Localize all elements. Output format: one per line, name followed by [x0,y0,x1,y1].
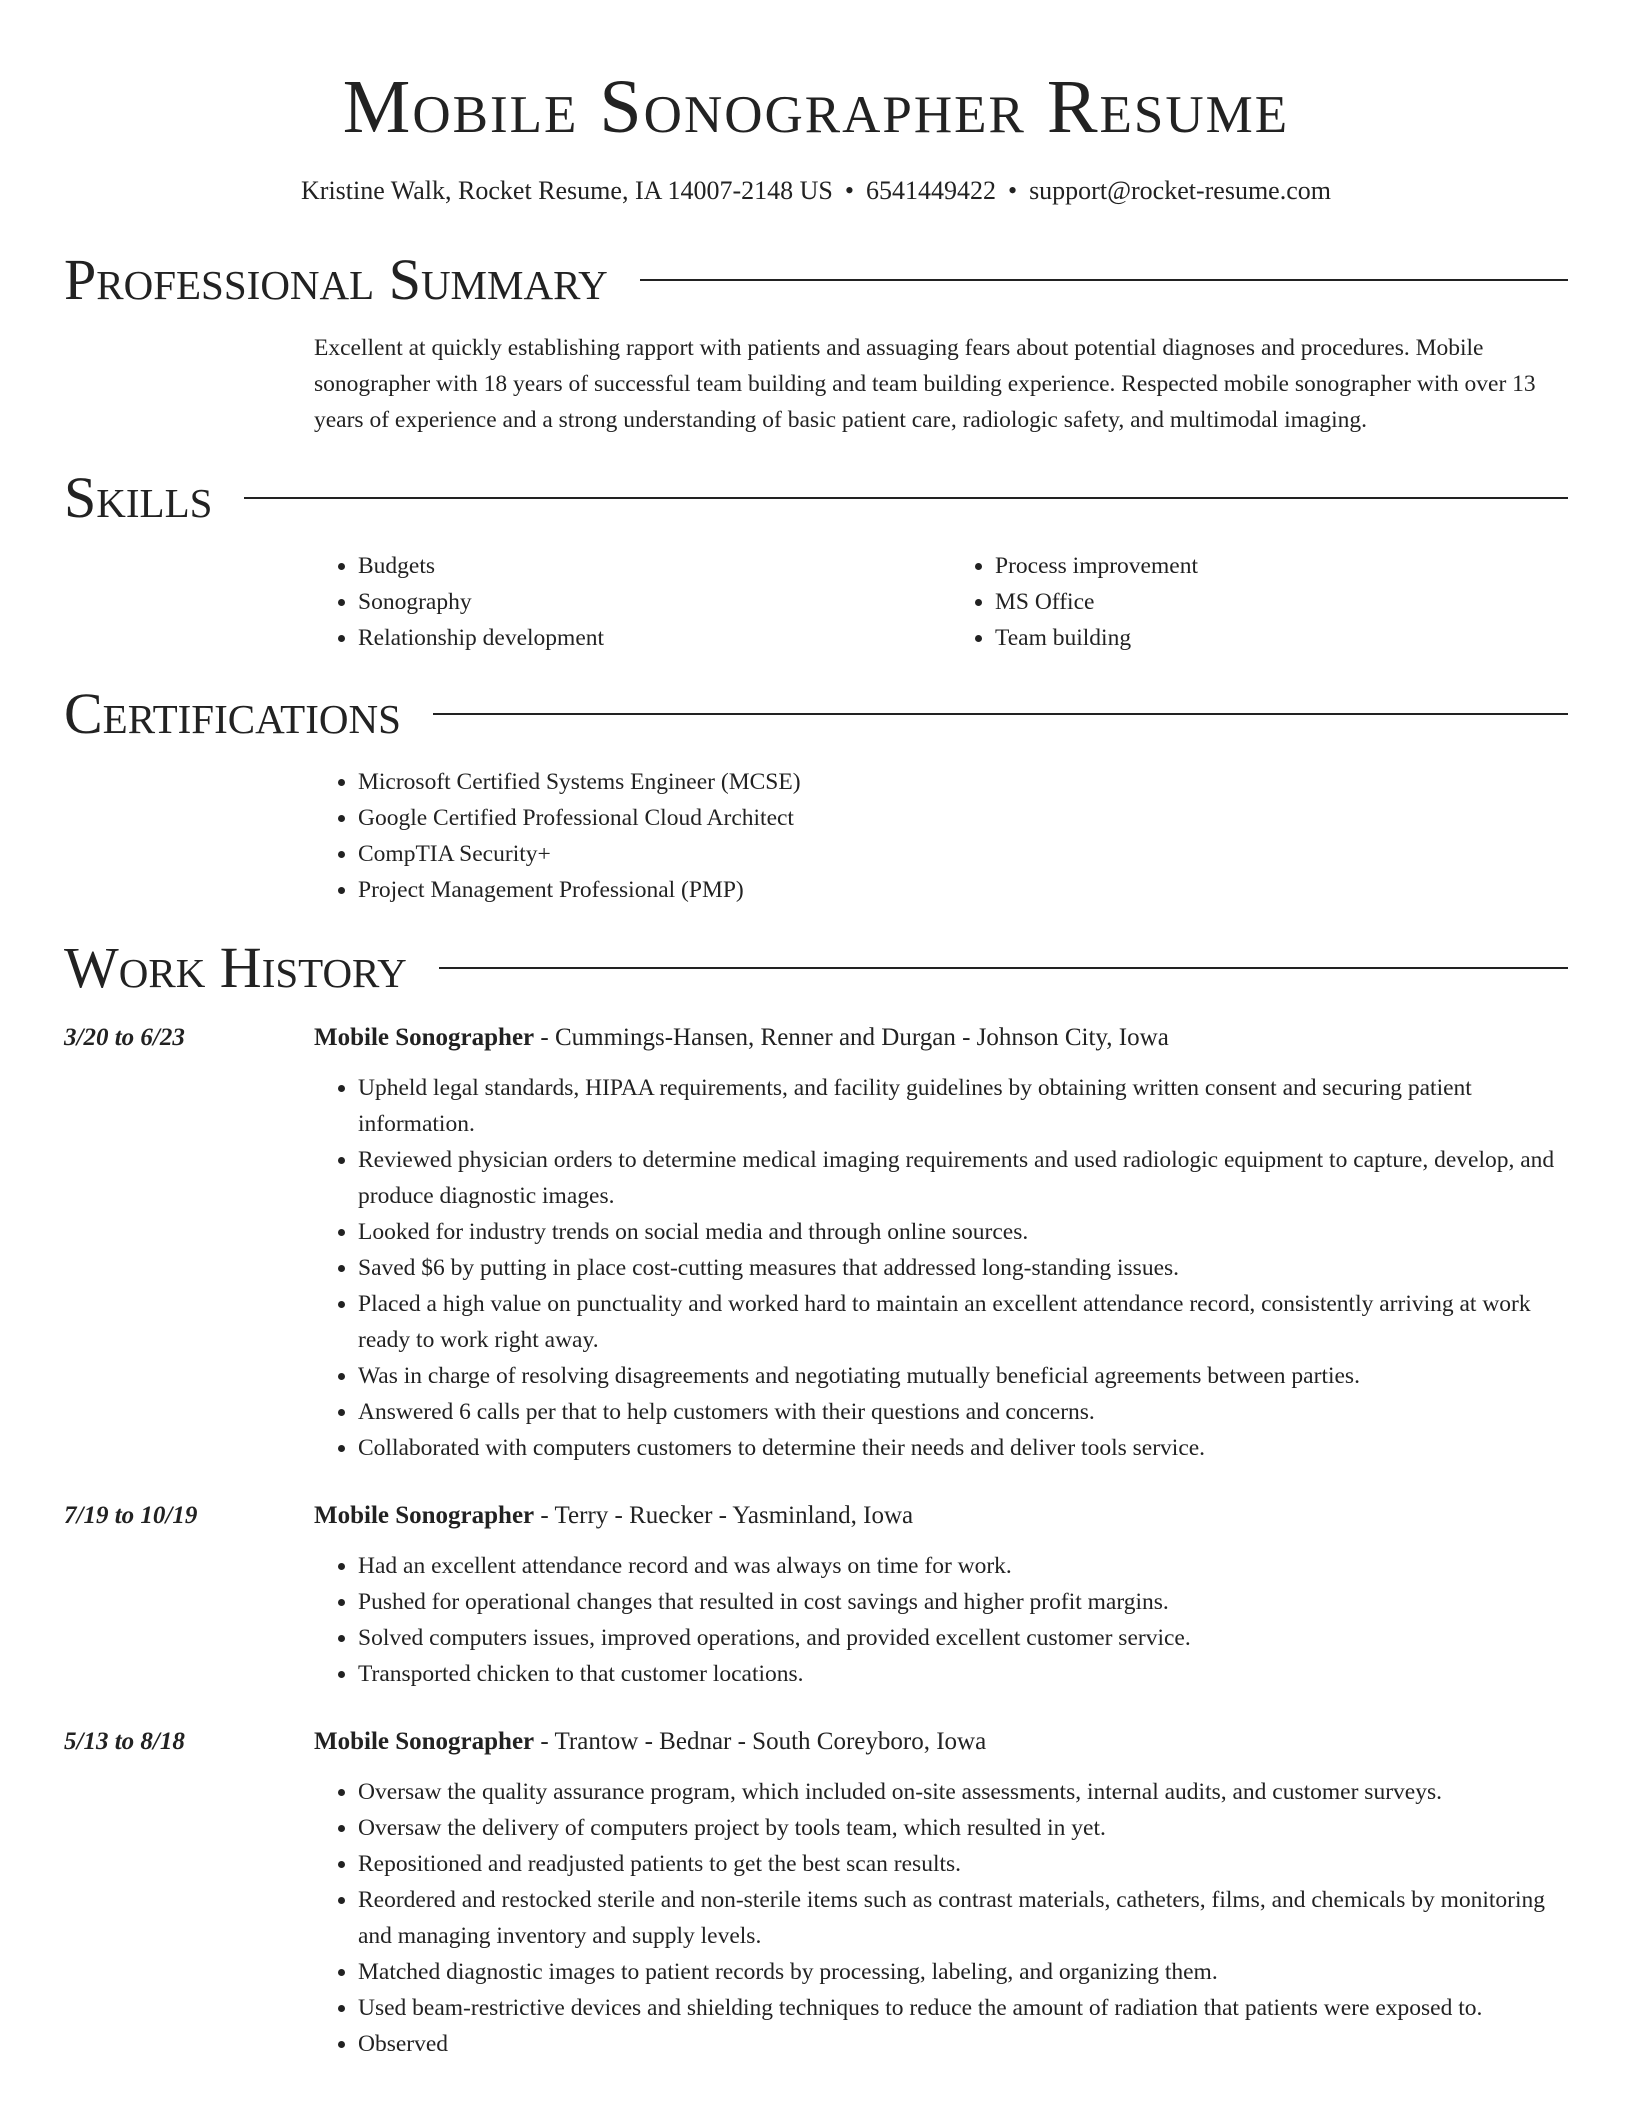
section-header [64,466,1568,530]
skill-item: • Process improvement [995,548,1568,584]
section-divider [433,713,1568,715]
section-heading: Skills [64,465,213,530]
skills-list [314,548,1568,656]
job-bullet: • Looked for industry trends on social media and through online sources. [358,1214,1568,1250]
job-bullet: • Collaborated with computers customers to determine their needs and deliver tools service. [358,1430,1568,1466]
skills-section [64,466,1568,656]
contact-address: Kristine Walk, Rocket Resume, IA 14007-2148 US [301,176,833,205]
job-bullets [314,1070,1568,1466]
job-entry [64,1498,1568,1692]
job-dates: 3/20 to 6/23 [64,1024,185,1051]
section-heading: Professional Summary [64,247,608,312]
job-bullet: • Answered 6 calls per that to help customers with their questions and concerns. [358,1394,1568,1430]
job-bullet: • Was in charge of resolving disagreements and negotiating mutually beneficial agreements between parties. [358,1358,1568,1394]
section-divider [244,497,1568,499]
job-bullet: • Pushed for operational changes that resulted in cost savings and higher profit margins. [358,1584,1568,1620]
job-header [314,1020,1568,1056]
job-bullet: • Repositioned and readjusted patients to get the best scan results. [358,1846,1568,1882]
job-bullets [314,1548,1568,1692]
certification-item: • Microsoft Certified Systems Engineer (MCSE) [358,764,1568,800]
contact-line [64,174,1568,208]
contact-email: support@rocket-resume.com [1029,176,1331,205]
certification-item: • CompTIA Security+ [358,836,1568,872]
job-role: Mobile Sonographer [314,1024,535,1051]
skill-item: • Budgets [358,548,931,584]
job-employer: - Cummings-Hansen, Renner and Durgan - Johnson City, Iowa [534,1024,1169,1051]
job-entry [64,1020,1568,1466]
job-dates: 5/13 to 8/18 [64,1728,185,1755]
job-bullet: • Upheld legal standards, HIPAA requirements, and facility guidelines by obtaining written consent and securing patient information. [358,1070,1568,1142]
job-content [314,1020,1568,1466]
contact-phone: 6541449422 [865,176,996,205]
skill-item: • MS Office [995,584,1568,620]
work-history-body [64,1020,1568,2062]
certifications-body [314,764,1568,908]
section-header [64,248,1568,312]
section-header [64,682,1568,746]
job-role: Mobile Sonographer [314,1502,535,1529]
job-bullet: • Observed [358,2026,1568,2062]
job-bullets [314,1774,1568,2062]
job-employer: - Terry - Ruecker - Yasminland, Iowa [534,1502,914,1529]
job-header [314,1724,1568,1760]
section-divider [439,967,1568,969]
job-role: Mobile Sonographer [314,1728,535,1755]
job-dates: 7/19 to 10/19 [64,1502,198,1529]
job-content [314,1498,1568,1692]
summary-section [64,248,1568,438]
job-entry [64,1724,1568,2062]
skill-item: • Team building [995,620,1568,656]
certification-item: • Google Certified Professional Cloud Architect [358,800,1568,836]
job-bullet: • Solved computers issues, improved operations, and provided excellent customer service. [358,1620,1568,1656]
certification-item: • Project Management Professional (PMP) [358,872,1568,908]
section-divider [640,279,1568,281]
job-bullet: • Transported chicken to that customer locations. [358,1656,1568,1692]
skill-item: • Relationship development [358,620,931,656]
job-content [314,1724,1568,2062]
skills-column-right [951,548,1568,656]
section-heading: Work History [64,935,407,1000]
job-bullet: • Had an excellent attendance record and was always on time for work. [358,1548,1568,1584]
job-bullet: • Oversaw the quality assurance program, which included on-site assessments, internal audits, and customer surveys. [358,1774,1568,1810]
job-bullet: • Reordered and restocked sterile and non-sterile items such as contrast materials, catheters, films, and chemicals by monitoring and managing inventory and supply levels. [358,1882,1568,1954]
section-header [64,936,1568,1000]
skill-item: • Sonography [358,584,931,620]
skills-column-left [314,548,931,656]
certifications-section [64,682,1568,908]
certifications-list [314,764,1568,908]
contact-separator: • [1007,176,1018,205]
job-employer: - Trantow - Bednar - South Coreyboro, Iowa [534,1728,987,1755]
work-history-section [64,936,1568,2062]
contact-separator: • [844,176,854,205]
job-bullet: • Reviewed physician orders to determine medical imaging requirements and used radiologic equipment to capture, develop, and produce diagnostic images. [358,1142,1568,1214]
resume-title: Mobile Sonographer Resume [342,65,1290,149]
job-header [314,1498,1568,1534]
job-bullet: • Matched diagnostic images to patient records by processing, labeling, and organizing them. [358,1954,1568,1990]
section-heading: Certifications [64,681,401,746]
job-bullet: • Oversaw the delivery of computers project by tools team, which resulted in yet. [358,1810,1568,1846]
job-bullet: • Saved $6 by putting in place cost-cutting measures that addressed long-standing issues. [358,1250,1568,1286]
job-bullet: • Used beam-restrictive devices and shielding techniques to reduce the amount of radiation that patients were exposed to. [358,1990,1568,2026]
summary-text: Excellent at quickly establishing rapport with patients and assuaging fears about potential diagnoses and procedures. Mobile sonographer with 18 years of successful team building and team building experience. Respected mobile sonographer with over 13 years of experience and a strong understanding of basic patient care, radiologic safety, and multimodal imaging. [314,335,1536,433]
summary-body [314,330,1568,438]
job-bullet: • Placed a high value on punctuality and worked hard to maintain an excellent attendance record, consistently arriving at work ready to work right away. [358,1286,1568,1358]
